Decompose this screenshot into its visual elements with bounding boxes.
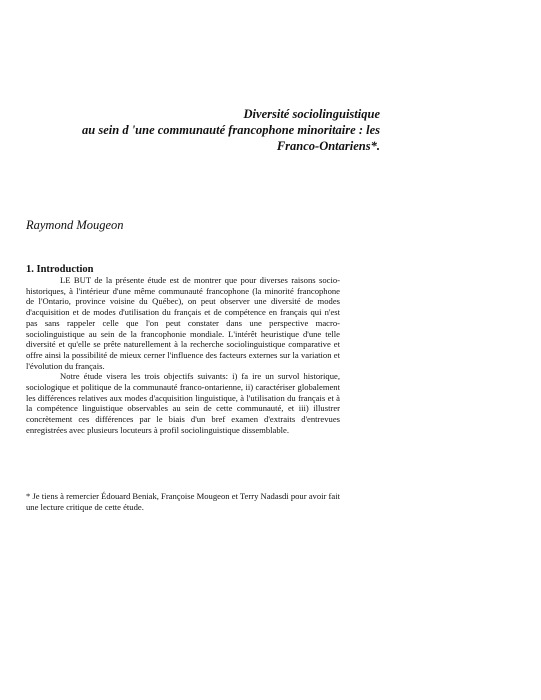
author-name: Raymond Mougeon (26, 218, 124, 232)
body-paragraph-1: LE BUT de la présente étude est de montrer que pour diverses raisons socio-historiques, à l'intérieur d'une même communauté francophone (la minorité francophone de l'Ontario, province voisine du Québec), on peut observer une diversité de modes d'acquisition et de modes d'utilisation du français et de compétence en français qui n'est pas sans rappeler celle que l'on peut constater dans une perspective macro-sociolinguistique au sein de la francophonie mondiale. L'intérêt heuristique d'une telle diversité et qu'elle se prête naturellement à la recherche sociolinguistique comparative et offre ainsi la possibilité de mieux cerner l'influence des facteurs externes sur la variation et l'évolution du français. (26, 275, 340, 371)
body-paragraph-2: Notre étude visera les trois objectifs suivants: i) fa ire un survol historique, sociologique et politique de la communauté franco-ontarienne, ii) caractériser globalement les différences relatives aux modes d'acquisition linguistique, à l'utilisation du français et à la compétence linguistique observables au sein de cette communauté, et iii) illustrer concrètement ces différences par le biais d'un bref examen d'extraits d'entrevues enregistrées avec plusieurs locuteurs à profil sociolinguistique dissemblable. (26, 371, 340, 435)
footnote: * Je tiens à remercier Édouard Beniak, Françoise Mougeon et Terry Nadasdi pour avoir fait une lecture critique de cette étude. (26, 491, 340, 512)
section-heading: 1. Introduction (26, 264, 94, 275)
section-body (26, 275, 340, 436)
article-title (20, 106, 380, 154)
title-line-3: Franco-Ontariens*. (276, 139, 380, 153)
title-line-2: au sein d 'une communauté francophone minoritaire : les (82, 123, 380, 137)
title-line-1: Diversité sociolinguistique (243, 107, 380, 121)
